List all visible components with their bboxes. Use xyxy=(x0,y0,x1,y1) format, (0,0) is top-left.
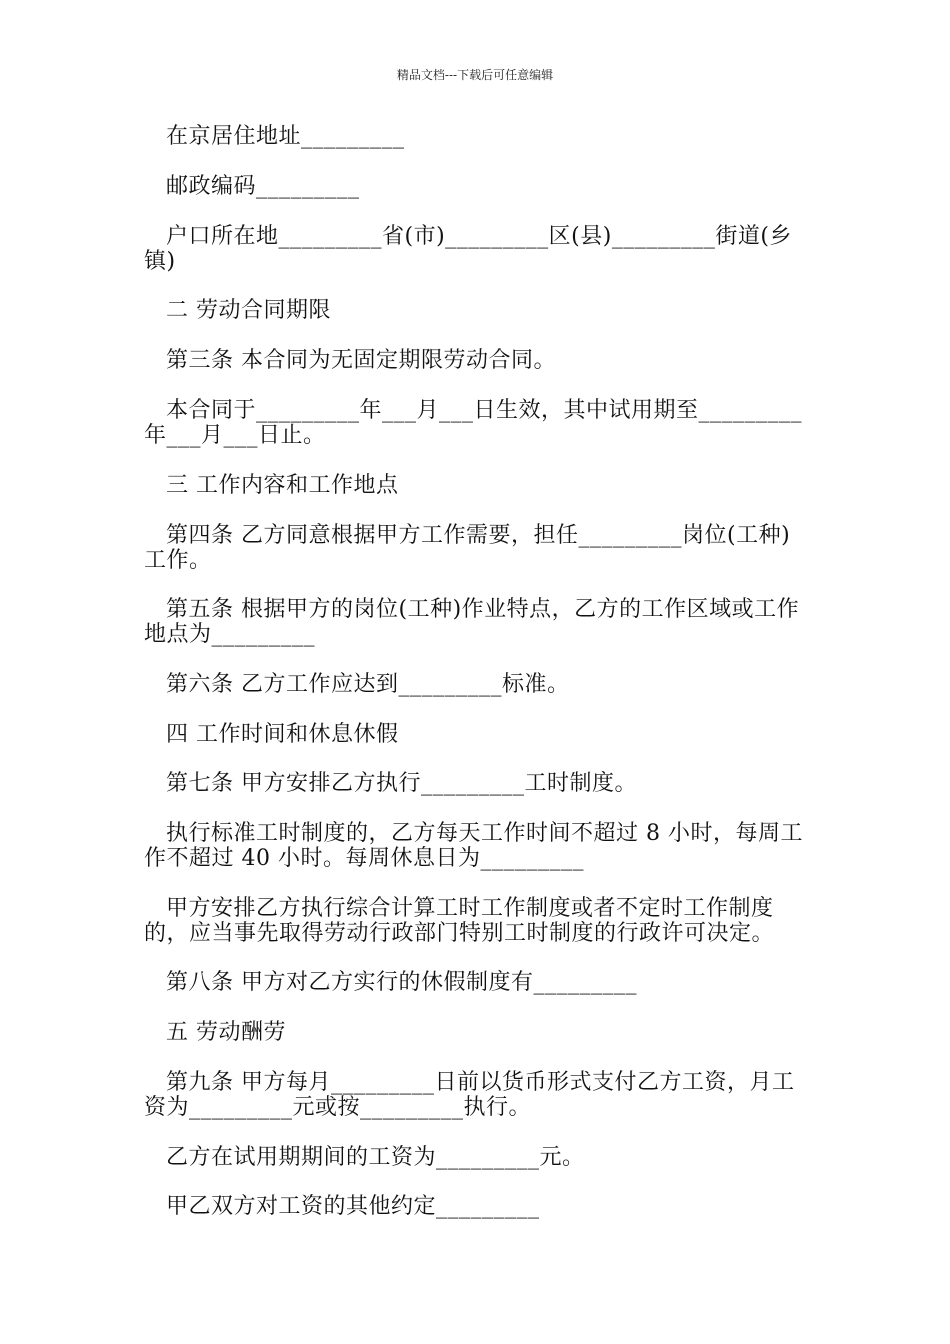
page-header: 精品文档---下载后可任意编辑 xyxy=(396,68,554,82)
article-8: 第八条 甲方对乙方实行的休假制度有_________ xyxy=(166,970,637,995)
section-heading-contract-term: 二 劳动合同期限 xyxy=(166,298,331,323)
paragraph-other-wage-terms: 甲乙双方对工资的其他约定_________ xyxy=(166,1194,540,1219)
article-4: 第四条 乙方同意根据甲方工作需要，担任_________岗位(工种)工作。 xyxy=(144,523,791,573)
section-heading-remuneration: 五 劳动酬劳 xyxy=(166,1020,286,1045)
article-6: 第六条 乙方工作应达到_________标准。 xyxy=(166,672,570,697)
paragraph-special-hours: 甲方安排乙方执行综合计算工时工作制度或者不定时工作制度的，应当事先取得劳动行政部门特别工时制度的行政许可决定。 xyxy=(144,896,775,946)
article-3: 第三条 本合同为无固定期限劳动合同。 xyxy=(166,348,556,373)
paragraph-effective-date: 本合同于_________年___月___日生效，其中试用期至_________年___月___日止。 xyxy=(144,398,803,448)
section-heading-work-content: 三 工作内容和工作地点 xyxy=(166,473,399,498)
paragraph-standard-hours: 执行标准工时制度的，乙方每天工作时间不超过 8 小时，每周工作不超过 40 小时。每周休息日为_________ xyxy=(144,821,803,871)
paragraph-probation-wage: 乙方在试用期期间的工资为_________元。 xyxy=(166,1145,585,1170)
article-5: 第五条 根据甲方的岗位(工种)作业特点，乙方的工作区域或工作地点为_________ xyxy=(144,597,800,647)
article-9: 第九条 甲方每月_________日前以货币形式支付乙方工资，月工资为_________元或按_________执行。 xyxy=(144,1070,795,1120)
article-7: 第七条 甲方安排乙方执行_________工时制度。 xyxy=(166,771,637,796)
paragraph-residence-address: 在京居住地址_________ xyxy=(166,124,405,149)
section-heading-work-hours: 四 工作时间和休息休假 xyxy=(166,722,399,747)
paragraph-household-registration: 户口所在地_________省(市)_________区(县)_________街道(乡镇) xyxy=(144,224,792,274)
paragraph-postal-code: 邮政编码_________ xyxy=(166,174,360,199)
